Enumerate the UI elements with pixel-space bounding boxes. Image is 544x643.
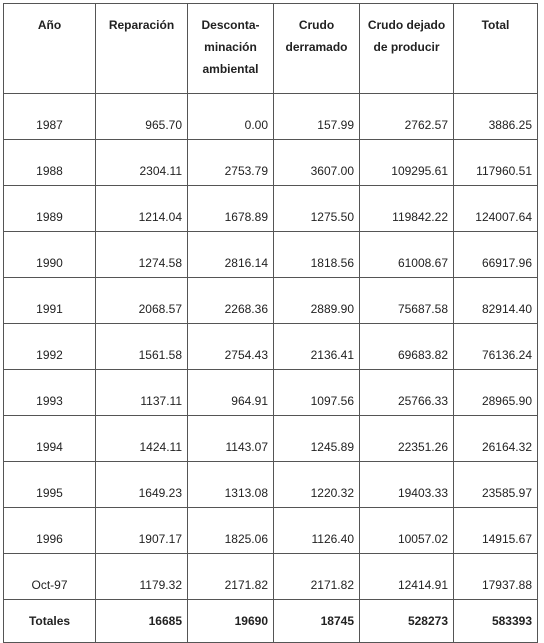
value-cell: 1126.40 — [274, 508, 360, 554]
value-cell: 28965.90 — [454, 370, 538, 416]
value-cell: 3886.25 — [454, 94, 538, 140]
table-row — [4, 140, 538, 186]
value-cell: 1649.23 — [96, 462, 188, 508]
value-cell: 1825.06 — [188, 508, 274, 554]
totals-cell: 19690 — [188, 600, 274, 643]
year-cell: Oct-97 — [4, 554, 96, 600]
value-cell: 1274.58 — [96, 232, 188, 278]
totals-cell: 583393 — [454, 600, 538, 643]
header-total: Total — [454, 4, 538, 94]
year-cell: 1988 — [4, 140, 96, 186]
table-row — [4, 370, 538, 416]
value-cell: 965.70 — [96, 94, 188, 140]
value-cell: 82914.40 — [454, 278, 538, 324]
header-decontamination: Desconta- minación ambiental — [188, 4, 274, 94]
year-cell: 1995 — [4, 462, 96, 508]
table-row — [4, 416, 538, 462]
value-cell: 17937.88 — [454, 554, 538, 600]
totals-label: Totales — [4, 600, 96, 643]
value-cell: 1097.56 — [274, 370, 360, 416]
value-cell: 2762.57 — [360, 94, 454, 140]
value-cell: 1424.11 — [96, 416, 188, 462]
table-row — [4, 232, 538, 278]
year-cell: 1996 — [4, 508, 96, 554]
table-row — [4, 324, 538, 370]
year-cell: 1987 — [4, 94, 96, 140]
table-row — [4, 462, 538, 508]
year-cell: 1993 — [4, 370, 96, 416]
year-cell: 1991 — [4, 278, 96, 324]
value-cell: 157.99 — [274, 94, 360, 140]
value-cell: 119842.22 — [360, 186, 454, 232]
year-cell: 1989 — [4, 186, 96, 232]
value-cell: 76136.24 — [454, 324, 538, 370]
header-repair: Reparación — [96, 4, 188, 94]
value-cell: 1143.07 — [188, 416, 274, 462]
table-row — [4, 94, 538, 140]
value-cell: 964.91 — [188, 370, 274, 416]
value-cell: 1275.50 — [274, 186, 360, 232]
costs-table — [3, 3, 538, 643]
value-cell: 1907.17 — [96, 508, 188, 554]
value-cell: 1818.56 — [274, 232, 360, 278]
value-cell: 26164.32 — [454, 416, 538, 462]
value-cell: 1214.04 — [96, 186, 188, 232]
value-cell: 1678.89 — [188, 186, 274, 232]
value-cell: 2304.11 — [96, 140, 188, 186]
totals-cell: 528273 — [360, 600, 454, 643]
table-row — [4, 186, 538, 232]
year-cell: 1994 — [4, 416, 96, 462]
table-row — [4, 508, 538, 554]
value-cell: 2171.82 — [274, 554, 360, 600]
totals-row — [4, 600, 538, 643]
value-cell: 23585.97 — [454, 462, 538, 508]
value-cell: 1137.11 — [96, 370, 188, 416]
value-cell: 25766.33 — [360, 370, 454, 416]
table-row — [4, 278, 538, 324]
value-cell: 1220.32 — [274, 462, 360, 508]
value-cell: 2171.82 — [188, 554, 274, 600]
header-spilled-crude: Crudo derramado — [274, 4, 360, 94]
value-cell: 1245.89 — [274, 416, 360, 462]
value-cell: 19403.33 — [360, 462, 454, 508]
totals-cell: 18745 — [274, 600, 360, 643]
value-cell: 10057.02 — [360, 508, 454, 554]
value-cell: 2889.90 — [274, 278, 360, 324]
header-lost-production: Crudo dejado de producir — [360, 4, 454, 94]
value-cell: 1313.08 — [188, 462, 274, 508]
value-cell: 14915.67 — [454, 508, 538, 554]
totals-cell: 16685 — [96, 600, 188, 643]
value-cell: 2268.36 — [188, 278, 274, 324]
value-cell: 117960.51 — [454, 140, 538, 186]
value-cell: 2816.14 — [188, 232, 274, 278]
value-cell: 75687.58 — [360, 278, 454, 324]
value-cell: 124007.64 — [454, 186, 538, 232]
header-year: Año — [4, 4, 96, 94]
value-cell: 61008.67 — [360, 232, 454, 278]
value-cell: 109295.61 — [360, 140, 454, 186]
value-cell: 22351.26 — [360, 416, 454, 462]
value-cell: 1561.58 — [96, 324, 188, 370]
value-cell: 69683.82 — [360, 324, 454, 370]
value-cell: 2136.41 — [274, 324, 360, 370]
value-cell: 3607.00 — [274, 140, 360, 186]
value-cell: 66917.96 — [454, 232, 538, 278]
header-row — [4, 4, 538, 94]
value-cell: 2068.57 — [96, 278, 188, 324]
value-cell: 1179.32 — [96, 554, 188, 600]
value-cell: 12414.91 — [360, 554, 454, 600]
year-cell: 1990 — [4, 232, 96, 278]
value-cell: 0.00 — [188, 94, 274, 140]
year-cell: 1992 — [4, 324, 96, 370]
value-cell: 2754.43 — [188, 324, 274, 370]
value-cell: 2753.79 — [188, 140, 274, 186]
